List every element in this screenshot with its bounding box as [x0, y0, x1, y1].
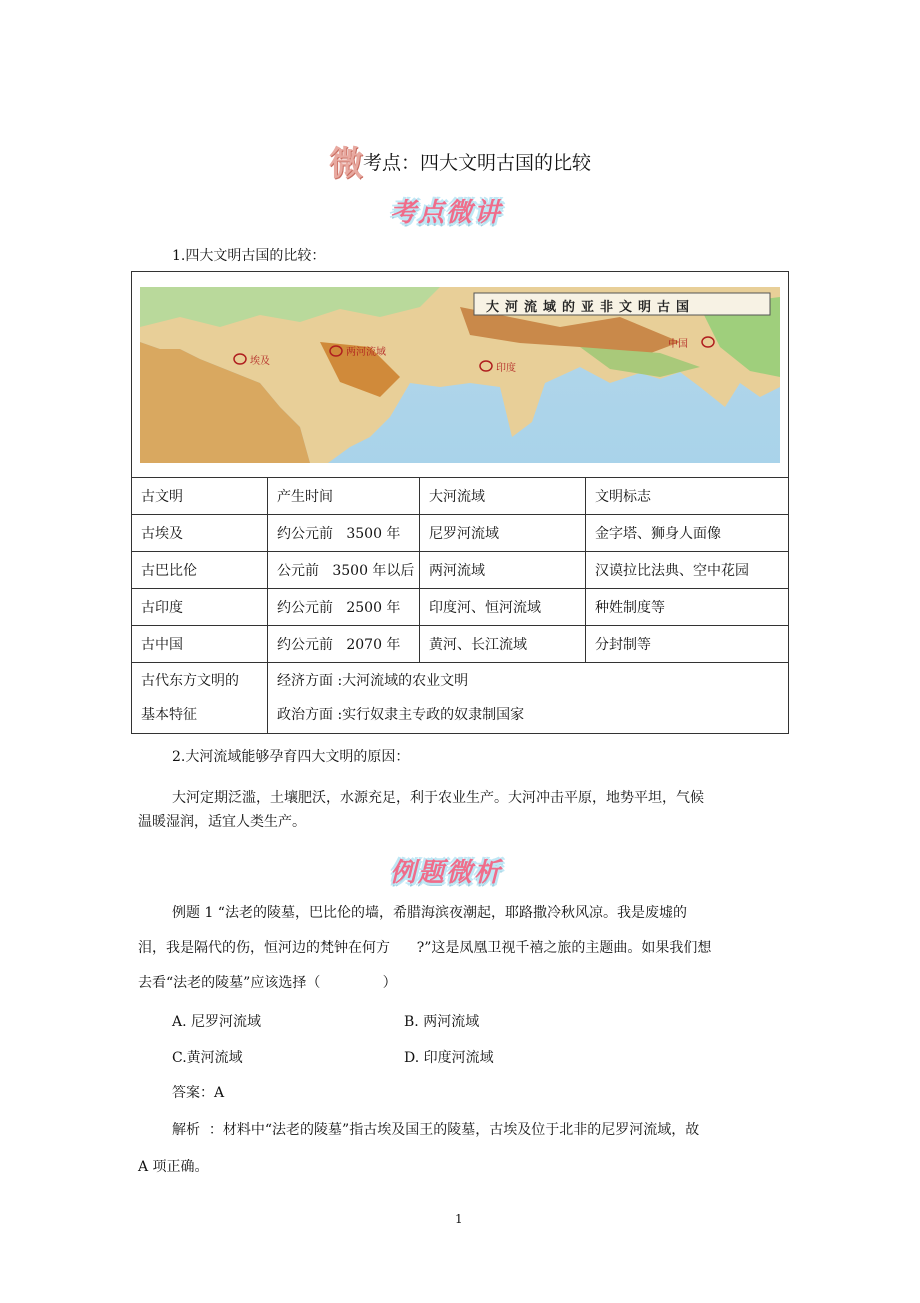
- cell-symbol: 汉谟拉比法典、空中花园: [586, 552, 789, 589]
- analysis-line-2: A 项正确。: [138, 1159, 209, 1175]
- page-number: 1: [455, 1212, 463, 1226]
- cell-civilization: 古埃及: [132, 515, 268, 552]
- features-label-line-2: 基本特征: [141, 707, 197, 723]
- table-row: [132, 552, 789, 589]
- map-label-china: 中国: [668, 338, 688, 350]
- cell-river: 黄河、长江流域: [420, 626, 586, 663]
- map-label-mesopotamia: 两河流域: [346, 346, 386, 358]
- title-text: 考点：四大文明古国的比较: [362, 152, 591, 174]
- cell-features-label: [132, 663, 268, 734]
- cell-symbol: 金字塔、狮身人面像: [586, 515, 789, 552]
- map-cell: [132, 272, 789, 478]
- table-row: [132, 515, 789, 552]
- civilization-table: [131, 271, 789, 734]
- cell-symbol: 分封制等: [586, 626, 789, 663]
- civilization-map: [140, 287, 780, 463]
- table-header-row: [132, 478, 789, 515]
- features-politics: 政治方面 :实行奴隶主专政的奴隶制国家: [277, 707, 525, 723]
- option-b: B. 两河流域: [404, 1014, 480, 1030]
- features-label-line-1: 古代东方文明的: [141, 673, 239, 689]
- cell-civilization: 古巴比伦: [132, 552, 268, 589]
- cell-river: 尼罗河流域: [420, 515, 586, 552]
- cell-time: 约公元前 2070 年: [268, 626, 420, 663]
- option-a: A. 尼罗河流域: [172, 1014, 262, 1030]
- banner-liti-weixi: 例题微析: [390, 858, 503, 888]
- example-line-1: 例题 1 “法老的陵墓，巴比伦的墙，希腊海滨夜潮起，耶路撒冷秋风凉。我是废墟的: [172, 905, 687, 921]
- banner-kaodian-weijiang: 考点微讲: [390, 198, 503, 228]
- header-time: 产生时间: [268, 478, 420, 515]
- table-row: [132, 589, 789, 626]
- cell-civilization: 古中国: [132, 626, 268, 663]
- cell-symbol: 种姓制度等: [586, 589, 789, 626]
- cell-civilization: 古印度: [132, 589, 268, 626]
- reason-line-2: 温暖湿润，适宜人类生产。: [138, 814, 306, 830]
- reason-line-1: 大河定期泛滥，土壤肥沃，水源充足，利于农业生产。大河冲击平原，地势平坦，气候: [172, 790, 704, 806]
- table-row: [132, 626, 789, 663]
- cell-river: 两河流域: [420, 552, 586, 589]
- table-row-features: [132, 663, 789, 734]
- cell-river: 印度河、恒河流域: [420, 589, 586, 626]
- section-1-heading: 1.四大文明古国的比较：: [172, 248, 326, 264]
- map-label-egypt: 埃及: [250, 355, 270, 367]
- page-title: [0, 136, 920, 185]
- option-d: D. 印度河流域: [404, 1050, 494, 1066]
- header-symbol: 文明标志: [586, 478, 789, 515]
- cell-time: 约公元前 2500 年: [268, 589, 420, 626]
- header-civilization: 古文明: [132, 478, 268, 515]
- features-economy: 经济方面 :大河流域的农业文明: [277, 673, 469, 689]
- section-2-heading: 2.大河流域能够孕育四大文明的原因：: [172, 749, 410, 765]
- cell-features: [268, 663, 789, 734]
- example-line-3: 去看“法老的陵墓”应该选择（ ）: [138, 975, 397, 991]
- analysis-line-1: 解析 ：材料中“法老的陵墓”指古埃及国王的陵墓，古埃及位于北非的尼罗河流域，故: [172, 1122, 700, 1138]
- map-label-india: 印度: [496, 362, 516, 374]
- title-wei-mark: 微: [328, 144, 363, 184]
- answer: 答案：A: [172, 1085, 225, 1101]
- map-title: 大河流域的亚非文明古国: [486, 299, 696, 315]
- cell-time: 约公元前 3500 年: [268, 515, 420, 552]
- header-river: 大河流域: [420, 478, 586, 515]
- cell-time: 公元前 3500 年以后: [268, 552, 420, 589]
- option-c: C.黄河流域: [172, 1050, 243, 1066]
- example-line-2: 泪，我是隔代的伤，恒河边的梵钟在何方 ?”这是凤凰卫视千禧之旅的主题曲。如果我们想: [138, 940, 712, 956]
